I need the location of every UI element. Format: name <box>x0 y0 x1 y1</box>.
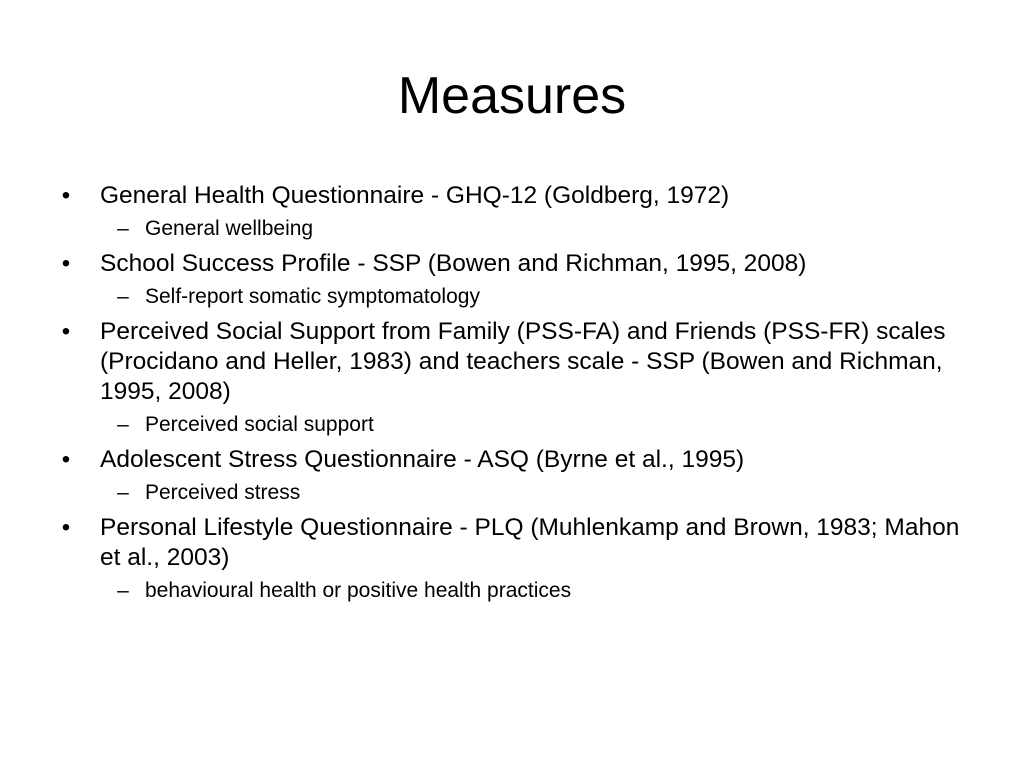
dash-icon: – <box>117 217 129 240</box>
bullet-icon: • <box>61 250 71 277</box>
sub-list-item <box>100 479 980 507</box>
list-item-text: Personal Lifestyle Questionnaire - PLQ (Muhlenkamp and Brown, 1983; Mahon et al., 2003) <box>100 514 960 571</box>
sub-list <box>100 283 980 311</box>
sub-list-item-text: Perceived stress <box>145 481 301 504</box>
dash-icon: – <box>117 481 129 504</box>
list-item-text: Perceived Social Support from Family (PSS-FA) and Friends (PSS-FR) scales (Procidano and Heller, 1983) and teachers scale - SSP (Bowen and Richman, 1995, 2008) <box>100 318 946 405</box>
sub-list-item-text: Self-report somatic symptomatology <box>145 285 480 308</box>
dash-icon: – <box>117 413 129 436</box>
bullet-icon: • <box>61 446 71 473</box>
sub-list-item-text: Perceived social support <box>145 413 374 436</box>
sub-list-item <box>100 215 980 243</box>
sub-list-item <box>100 283 980 311</box>
dash-icon: – <box>117 579 129 602</box>
sub-list-item-text: General wellbeing <box>145 217 314 240</box>
sub-list <box>100 577 980 605</box>
dash-icon: – <box>117 285 129 308</box>
sub-list-item <box>100 577 980 605</box>
list-item <box>50 249 980 311</box>
bullet-list <box>50 181 980 605</box>
list-item <box>50 181 980 243</box>
bullet-icon: • <box>61 514 71 541</box>
list-item <box>50 445 980 507</box>
list-item <box>50 513 980 605</box>
list-item <box>50 317 980 439</box>
sub-list-item-text: behavioural health or positive health practices <box>145 579 572 602</box>
sub-list-item <box>100 411 980 439</box>
bullet-icon: • <box>61 318 71 345</box>
sub-list <box>100 215 980 243</box>
sub-list <box>100 479 980 507</box>
list-item-text: School Success Profile - SSP (Bowen and Richman, 1995, 2008) <box>100 250 807 277</box>
sub-list <box>100 411 980 439</box>
list-item-text: Adolescent Stress Questionnaire - ASQ (Byrne et al., 1995) <box>100 446 745 473</box>
list-item-text: General Health Questionnaire - GHQ-12 (Goldberg, 1972) <box>100 182 730 209</box>
bullet-icon: • <box>61 182 71 209</box>
slide-title: Measures <box>397 67 627 125</box>
